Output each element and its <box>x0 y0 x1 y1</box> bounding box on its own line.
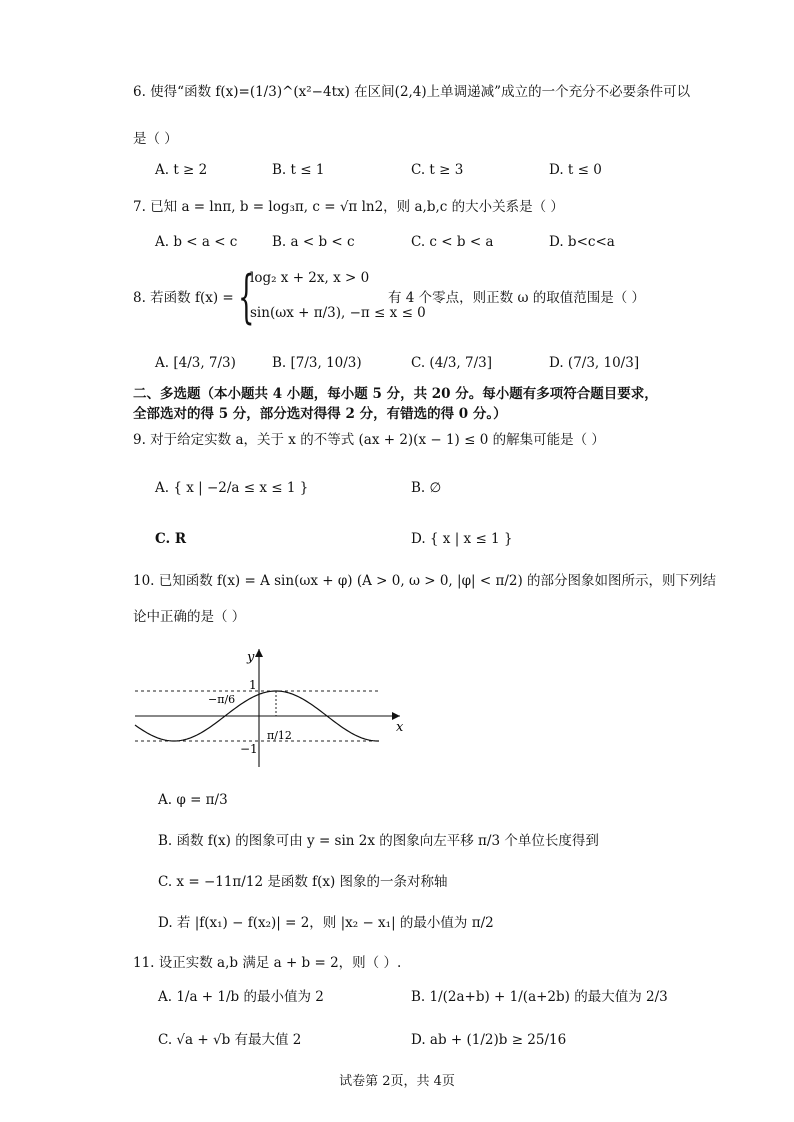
q9-option-a: A. { x | −2/a ≤ x ≤ 1 } <box>155 480 309 496</box>
q8-case-1: log₂ x + 2x, x > 0 <box>250 270 370 286</box>
section-header-line2: 全部选对的得 5 分，部分选对得得 2 分，有错选的得 0 分。） <box>133 406 507 422</box>
graph-x-axis-arrow <box>392 712 400 720</box>
q10-option-a: A. φ = π/3 <box>158 792 228 808</box>
section-header-line1: 二、多选题（本小题共 4 小题，每小题 5 分，共 20 分。每小题有多项符合题目要求， <box>133 386 658 402</box>
graph-tick-1: 1 <box>249 678 257 692</box>
q8-option-c: C. (4/3, 7/3] <box>411 355 492 371</box>
q7-option-d: D. b<c<a <box>549 234 615 250</box>
q8-case-2: sin(ωx + π/3), −π ≤ x ≤ 0 <box>250 305 426 321</box>
graph-tick-pi12: π/12 <box>267 729 292 742</box>
q6-stem-line1: 6. 使得“函数 f(x)=(1/3)^(x²−4tx) 在区间(2,4)上单调递减”成立的一个充分不必要条件可以 <box>133 84 691 100</box>
q9-option-d: D. { x | x ≤ 1 } <box>411 531 513 547</box>
q11-option-d: D. ab + (1/2)b ≥ 25/16 <box>411 1032 567 1048</box>
q8-piecewise-brace: { <box>238 265 255 332</box>
q10-function-graph <box>130 645 410 770</box>
graph-y-label: y <box>247 650 255 665</box>
graph-y-axis-arrow <box>255 649 263 657</box>
q9-option-c: C. R <box>155 531 187 547</box>
q8-option-b: B. [7/3, 10/3) <box>272 355 362 371</box>
q11-option-a: A. 1/a + 1/b 的最小值为 2 <box>158 989 324 1005</box>
q9-option-b: B. ∅ <box>411 480 442 496</box>
q10-option-c: C. x = −11π/12 是函数 f(x) 图象的一条对称轴 <box>158 874 448 890</box>
q10-stem-line2: 论中正确的是（ ） <box>133 609 246 625</box>
q7-option-b: B. a < b < c <box>272 234 355 250</box>
q7-stem: 7. 已知 a = lnπ, b = log₃π, c = √π ln2，则 a,b,c 的大小关系是（ ） <box>133 199 564 215</box>
q6-stem-line2: 是（ ） <box>133 131 178 147</box>
q10-option-b: B. 函数 f(x) 的图象可由 y = sin 2x 的图象向左平移 π/3 个单位长度得到 <box>158 833 599 849</box>
q11-option-b: B. 1/(2a+b) + 1/(a+2b) 的最大值为 2/3 <box>411 989 668 1005</box>
graph-x-label: x <box>396 720 404 735</box>
q8-option-d: D. (7/3, 10/3] <box>549 355 640 371</box>
q6-option-a: A. t ≥ 2 <box>155 162 208 178</box>
q10-option-d: D. 若 |f(x₁) − f(x₂)| = 2，则 |x₂ − x₁| 的最小值为 π/2 <box>158 915 494 931</box>
q11-option-c: C. √a + √b 有最大值 2 <box>158 1032 302 1048</box>
q8-option-a: A. [4/3, 7/3) <box>155 355 236 371</box>
q7-option-c: C. c < b < a <box>411 234 494 250</box>
q11-stem: 11. 设正实数 a,b 满足 a + b = 2，则（ ）. <box>133 955 402 971</box>
q9-stem: 9. 对于给定实数 a，关于 x 的不等式 (ax + 2)(x − 1) ≤ 0 的解集可能是（ ） <box>133 432 605 448</box>
q6-option-b: B. t ≤ 1 <box>272 162 325 178</box>
q10-stem-line1: 10. 已知函数 f(x) = A sin(ωx + φ) (A > 0, ω > 0, |φ| < π/2) 的部分图象如图所示，则下列结 <box>133 573 717 589</box>
graph-tick-neg-pi6: −π/6 <box>208 693 236 706</box>
q8-stem-prefix: 8. 若函数 f(x) = <box>133 290 234 306</box>
q6-option-c: C. t ≥ 3 <box>411 162 464 178</box>
graph-tick-neg1: −1 <box>240 742 258 756</box>
page-footer: 试卷第 2页，共 4页 <box>339 1074 455 1089</box>
q6-option-d: D. t ≤ 0 <box>549 162 602 178</box>
q8-stem-suffix: 有 4 个零点，则正数 ω 的取值范围是（ ） <box>388 290 646 306</box>
q7-option-a: A. b < a < c <box>155 234 238 250</box>
